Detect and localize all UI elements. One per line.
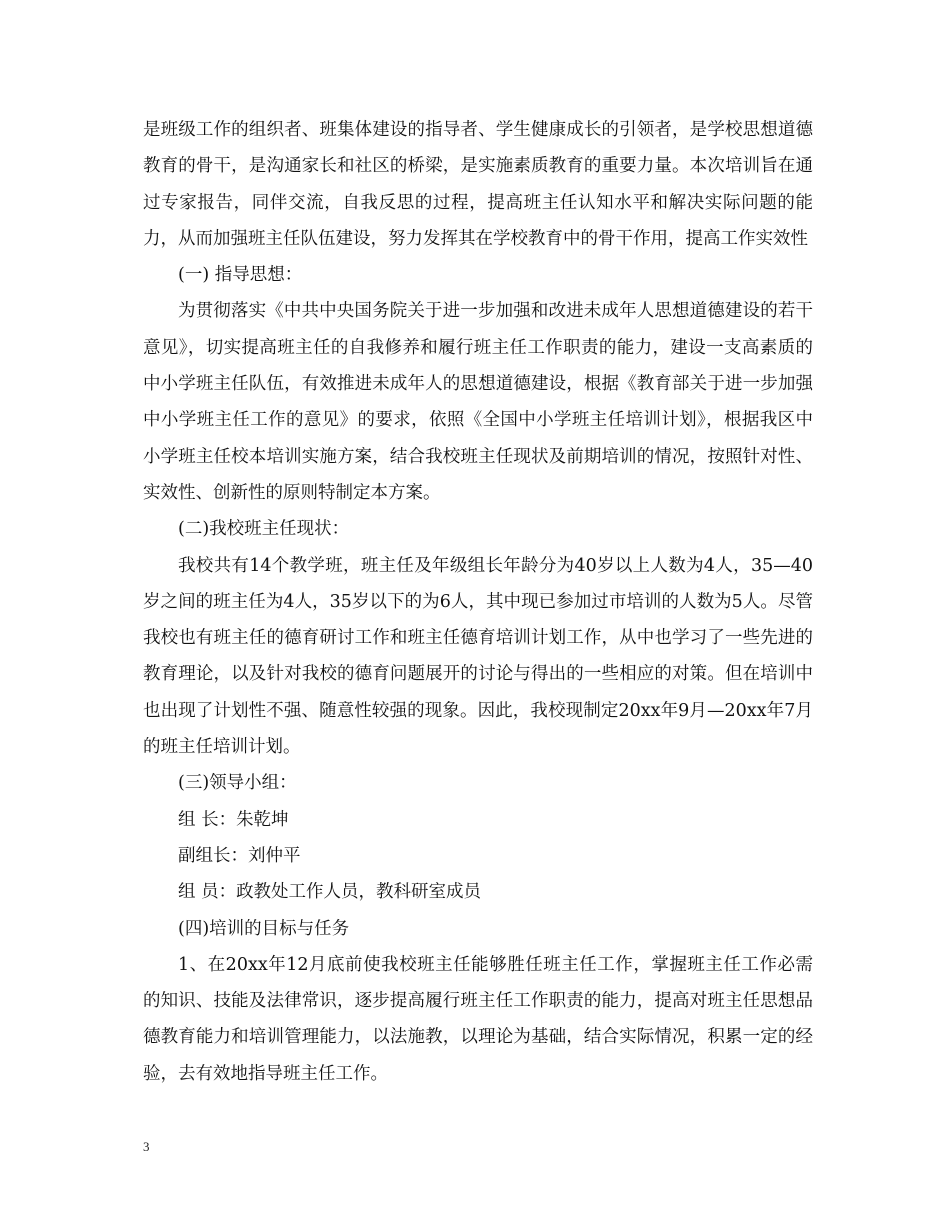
heading-current-status: (二)我校班主任现状： (178, 519, 350, 540)
document-body (143, 112, 813, 1092)
paragraph-guiding-ideology: 为贯彻落实《中共中央国务院关于进一步加强和改进未成年人思想道德建设的若干意见》，切实提高班主任的自我修养和履行班主任工作职责的能力，建设一支高素质的中小学班主任队伍，有效推进未成年人的思想道德建设，根据《教育部关于进一步加强中小学班主任工作的意见》的要求，依照《全国中小学班主任培训计划》，根据我区中小学班主任校本培训实施方案，结合我校班主任现状及前期培训的情况，按照针对性、实效性、创新性的原则特制定本方案。 (143, 301, 813, 503)
leader-line: 组 长：朱乾坤 (178, 809, 289, 830)
heading-guiding-ideology: (一) 指导思想： (178, 265, 303, 286)
heading-leadership-group: (三)领导小组： (178, 773, 297, 794)
paragraph-goal-1: 1、在20xx年12月底前使我校班主任能够胜任班主任工作，掌握班主任工作必需的知识、技能及法律常识，逐步提高履行班主任工作职责的能力，提高对班主任思想品德教育能力和培训管理能力，以法施教，以理论为基础，结合实际情况，积累一定的经验，去有效地指导班主任工作。 (143, 954, 813, 1084)
paragraph-intro: 是班级工作的组织者、班集体建设的指导者、学生健康成长的引领者，是学校思想道德教育的骨干，是沟通家长和社区的桥梁，是实施素质教育的重要力量。本次培训旨在通过专家报告，同伴交流，自我反思的过程，提高班主任认知水平和解决实际问题的能力，从而加强班主任队伍建设，努力发挥其在学校教育中的骨干作用，提高工作实效性 (143, 120, 813, 249)
paragraph-current-status: 我校共有14个教学班，班主任及年级组长年龄分为40岁以上人数为4人，35—40岁之间的班主任为4人，35岁以下的为6人，其中现已参加过市培训的人数为5人。尽管我校也有班主任的德育研讨工作和班主任德育培训计划工作，从中也学习了一些先进的教育理论，以及针对我校的德育问题展开的讨论与得出的一些相应的对策。但在培训中也出现了计划性不强、随意性较强的现象。因此，我校现制定20xx年9月—20xx年7月的班主任培训计划。 (143, 555, 813, 758)
members-line: 组 员：政教处工作人员，教科研室成员 (178, 882, 482, 903)
page-number: 3 (143, 1139, 150, 1154)
deputy-leader-line: 副组长：刘仲平 (178, 845, 301, 866)
heading-goals-tasks: (四)培训的目标与任务 (178, 918, 350, 939)
